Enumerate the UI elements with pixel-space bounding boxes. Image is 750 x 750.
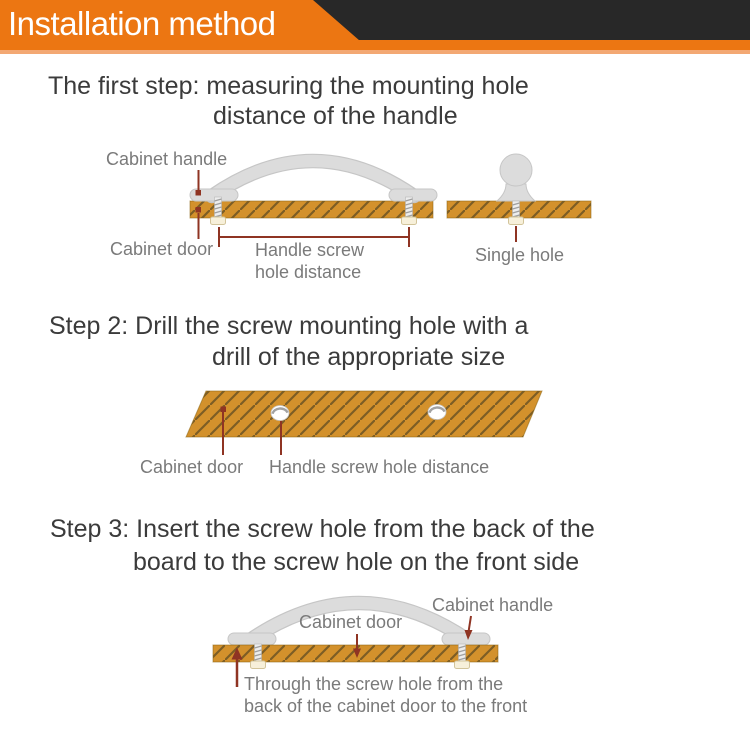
- step1-single-hole-knob: [497, 154, 535, 201]
- step1-diagram: [190, 154, 591, 247]
- step3-caption-line2: back of the cabinet door to the front: [244, 696, 528, 716]
- step1-label-cabinet-door: Cabinet door: [110, 239, 214, 259]
- step1-label-single-hole: Single hole: [475, 245, 565, 265]
- step2-cabinet-door-board: [186, 391, 542, 437]
- step2-heading-line1: Step 2: Drill the screw mounting hole with a: [49, 312, 529, 340]
- step1-cabinet-door-board: [190, 201, 591, 218]
- step2-label-screw-distance: Handle screw hole distance: [269, 457, 490, 477]
- step3-heading-line2: board to the screw hole on the front side: [133, 548, 580, 576]
- step2-diagram: [186, 391, 542, 455]
- step1-label-screw-distance-line1: Handle screw: [255, 240, 365, 260]
- step1-label-cabinet-handle: Cabinet handle: [106, 149, 228, 169]
- step2-heading-line2: drill of the appropriate size: [212, 343, 506, 371]
- step3-heading-line1: Step 3: Insert the screw hole from the back of the: [50, 515, 595, 543]
- step1-heading-line1: The first step: measuring the mounting hole: [48, 72, 529, 100]
- step1-heading-line2: distance of the handle: [213, 102, 458, 130]
- page-title: Installation method: [8, 5, 276, 42]
- step3-label-cabinet-door: Cabinet door: [299, 612, 403, 632]
- step3-label-cabinet-handle: Cabinet handle: [432, 595, 554, 615]
- step1-label-screw-distance-line2: hole distance: [255, 262, 362, 282]
- step2-label-cabinet-door: Cabinet door: [140, 457, 244, 477]
- step3-caption-line1: Through the screw hole from the: [244, 674, 504, 694]
